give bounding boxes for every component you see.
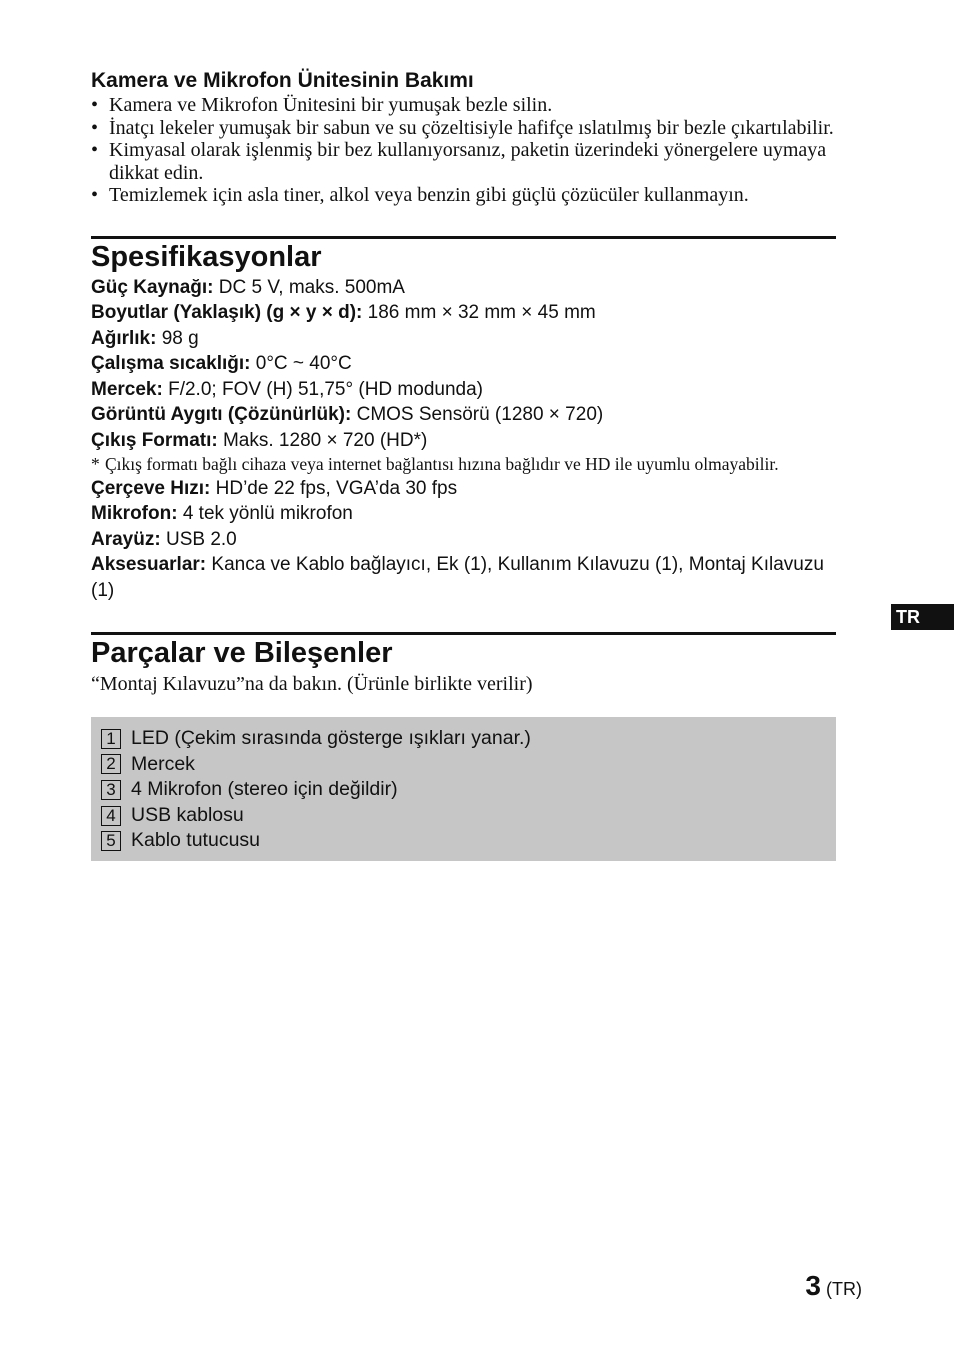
care-bullet: • Temizlemek için asla tiner, alkol veya benzin gibi güçlü çözücüler kullanmayın. [91,184,836,207]
part-number-box: 5 [101,831,121,851]
spec-row [91,377,836,403]
part-item [101,752,826,778]
spec-label: Güç Kaynağı: [91,276,214,298]
spec-label: Mercek: [91,378,163,400]
spec-label: Çıkış Formatı: [91,429,218,451]
spec-value: 0°C ~ 40°C [255,353,352,374]
spec-label: Ağırlık: [91,327,157,349]
spec-label: Arayüz: [91,528,161,550]
care-bullet: • İnatçı lekeler yumuşak bir sabun ve su çözeltisiyle hafifçe ıslatılmış bir bezle çıkartılabilir. [91,117,836,140]
part-number-box: 3 [101,780,121,800]
spec-row [91,300,836,326]
spec-row [91,428,836,454]
page-number-value: 3 [805,1270,821,1301]
footnote-mark: * [91,454,100,474]
part-label: Kablo tutucusu [131,829,261,852]
parts-list-box [91,717,836,861]
spec-label: Mikrofon: [91,503,178,524]
part-item [101,777,826,803]
spec-label: Çerçeve Hızı: [91,477,211,499]
part-number-box: 1 [101,729,121,749]
spec-value: Kanca ve Kablo bağlayıcı, Ek (1), Kullanım Kılavuzu (1), Montaj Kılavuzu (1) [91,554,824,601]
parts-heading: Parçalar ve Bileşenler [91,637,393,669]
spec-value: F/2.0; FOV (H) 51,75° (HD modunda) [168,378,483,400]
spec-value: 98 g [161,327,199,349]
part-label: Mercek [131,752,195,775]
care-heading: Kamera ve Mikrofon Ünitesinin Bakımı [91,69,474,92]
language-tab: TR [891,604,954,630]
spec-label: Görüntü Aygıtı (Çözünürlük): [91,404,352,425]
spec-value: 186 mm × 32 mm × 45 mm [367,302,596,323]
specs-heading: Spesifikasyonlar [91,240,322,273]
spec-value: CMOS Sensörü (1280 × 720) [356,404,604,425]
spec-value: HD’de 22 fps, VGA’da 30 fps [215,477,458,499]
part-label: USB kablosu [131,803,244,826]
part-item [101,726,826,752]
spec-label: Çalışma sıcaklığı: [91,353,251,374]
part-label: 4 Mikrofon (stereo için değildir) [131,778,398,801]
spec-row [91,552,836,603]
care-bullet-list [91,94,836,207]
spec-row [91,501,836,527]
part-number-box: 4 [101,806,121,826]
footnote-text: Çıkış formatı bağlı cihaza veya internet bağlantısı hızına bağlıdır ve HD ile uyumlu olmayabilir. [105,454,779,474]
parts-note: “Montaj Kılavuzu”na da bakın. (Ürünle birlikte verilir) [91,673,533,695]
spec-value: DC 5 V, maks. 500mA [218,276,405,298]
spec-row [91,476,836,502]
spec-value: USB 2.0 [165,528,237,550]
part-number-box: 2 [101,754,121,774]
spec-row [91,402,836,428]
spec-row [91,351,836,377]
care-bullet: • Kimyasal olarak işlenmiş bir bez kullanıyorsanız, paketin üzerindeki yönergelere uymaya dikkat edin. [91,139,836,184]
spec-value: Maks. 1280 × 720 (HD*) [222,429,428,451]
specs-list [91,275,836,604]
spec-row [91,326,836,352]
care-bullet: • Kamera ve Mikrofon Ünitesini bir yumuşak bezle silin. [91,94,836,117]
spec-label: Boyutlar (Yaklaşık) (g × y × d): [91,302,363,323]
output-format-footnote [91,453,836,476]
page-number-suffix: (TR) [826,1279,862,1299]
part-item [101,828,826,854]
spec-label: Aksesuarlar: [91,554,207,575]
page-content [91,68,836,861]
spec-row [91,275,836,301]
part-item [101,803,826,829]
page-number [805,1270,862,1302]
part-label: LED (Çekim sırasında gösterge ışıkları yanar.) [131,727,531,749]
spec-value: 4 tek yönlü mikrofon [182,503,353,524]
spec-row [91,527,836,553]
